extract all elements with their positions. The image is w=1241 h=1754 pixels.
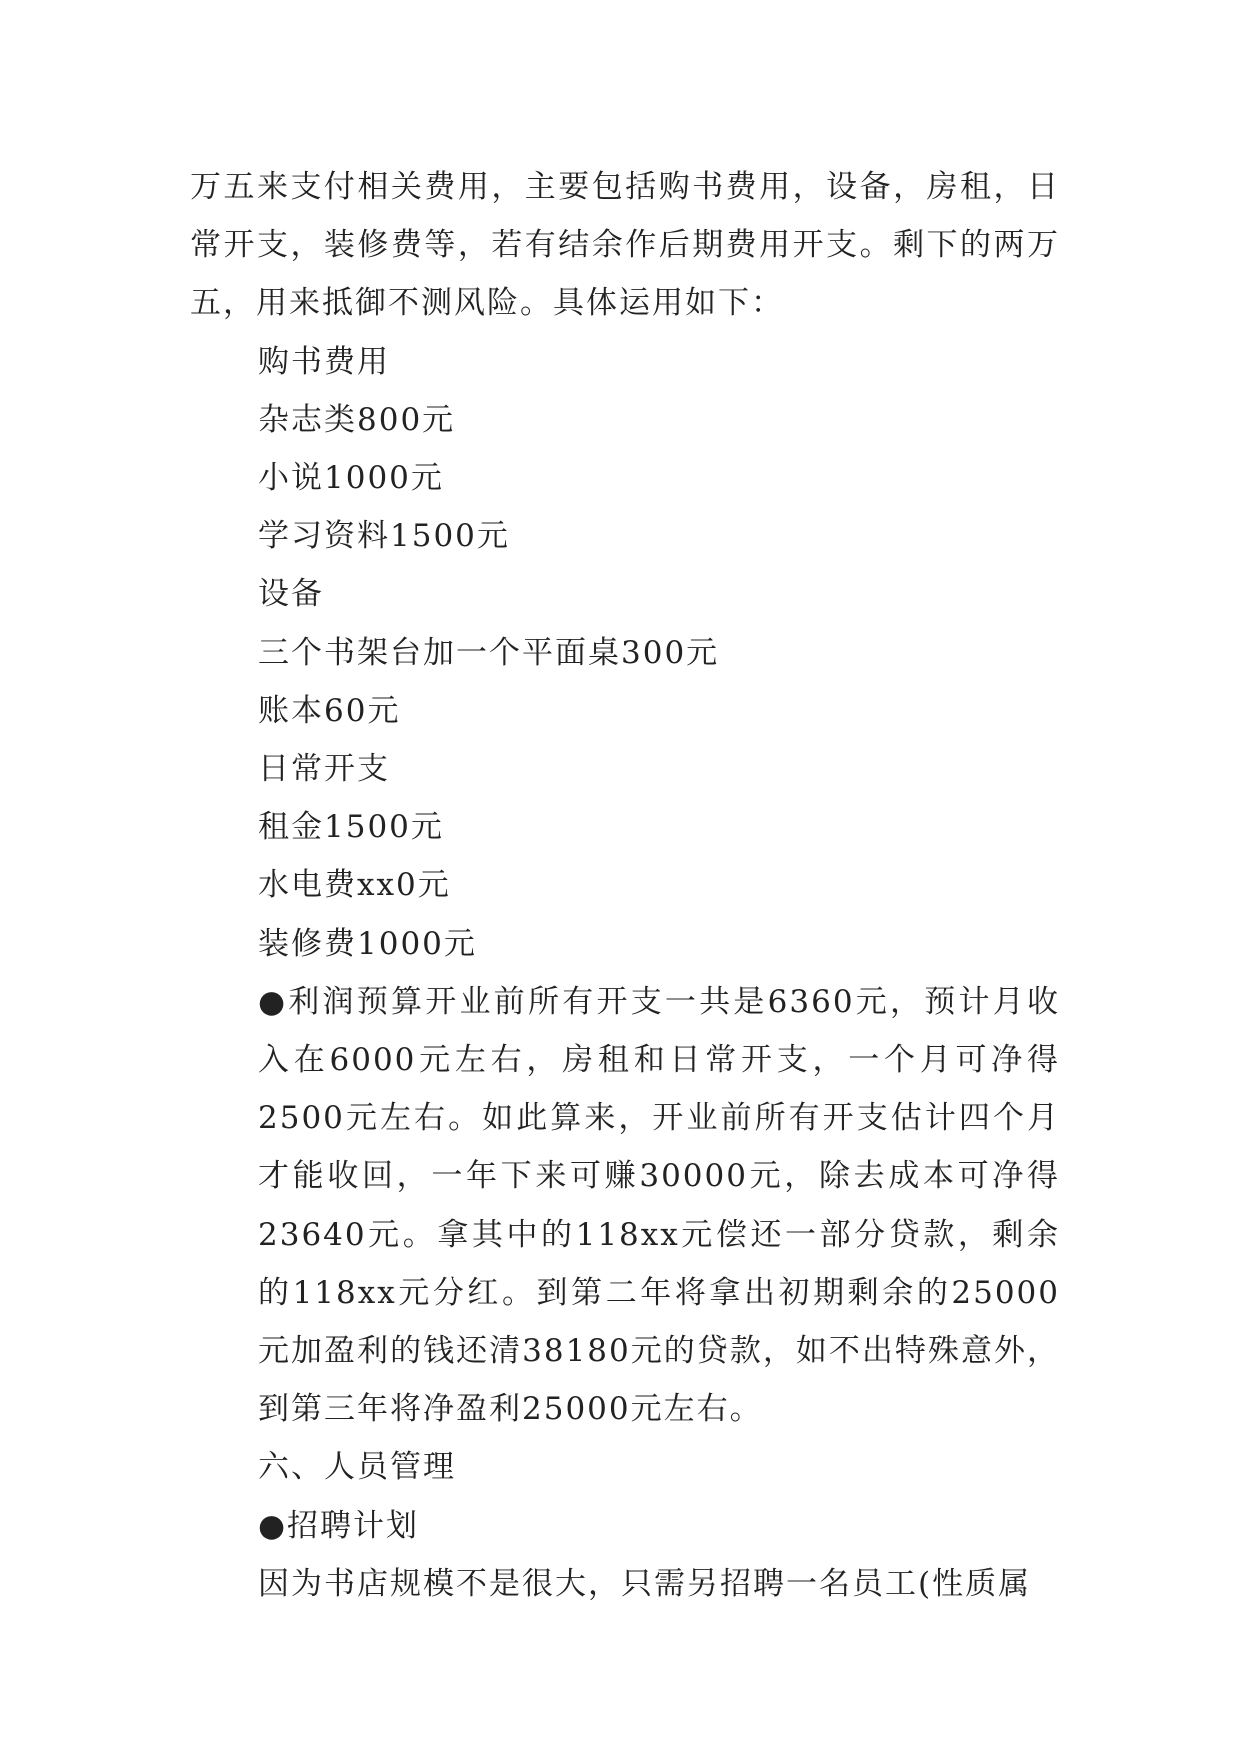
heading-recruitment-plan: ●招聘计划 [258,1507,420,1544]
section-heading-staff-management: 六、人员管理 [258,1449,456,1486]
item-magazines: 杂志类800元 [258,401,456,438]
document-body [190,158,1060,1613]
paragraph-funding-usage: 万五来支付相关费用，主要包括购书费用，设备，房租，日常开支，装修费等，若有结余作后期费用开支。剩下的两万五，用来抵御不测风险。具体运用如下： [190,169,1060,322]
item-ledger: 账本60元 [258,692,401,729]
paragraph-profit-budget: ●利润预算开业前所有开支一共是6360元，预计月收入在6000元左右，房租和日常开支，一个月可净得2500元左右。如此算来，开业前所有开支估计四个月才能收回，一年下来可赚30000元，除去成本可净得23640元。拿其中的118xx元偿还一部分贷款，剩余的118xx元分红。到第二年将拿出初期剩余的25000元加盈利的钱还清38180元的贷款，如不出特殊意外，到第三年将净盈利25000元左右。 [258,983,1060,1428]
heading-daily-expenses: 日常开支 [258,751,390,788]
paragraph-recruitment: 因为书店规模不是很大，只需另招聘一名员工(性质属 [258,1565,1032,1602]
heading-book-purchase: 购书费用 [258,343,390,380]
item-novels: 小说1000元 [258,460,444,497]
item-rent: 租金1500元 [258,809,444,846]
heading-equipment: 设备 [258,576,324,613]
item-study-materials: 学习资料1500元 [258,518,510,555]
item-utilities: 水电费xx0元 [258,867,451,904]
item-renovation: 装修费1000元 [258,925,477,962]
item-shelves-desk: 三个书架台加一个平面桌300元 [258,634,720,671]
